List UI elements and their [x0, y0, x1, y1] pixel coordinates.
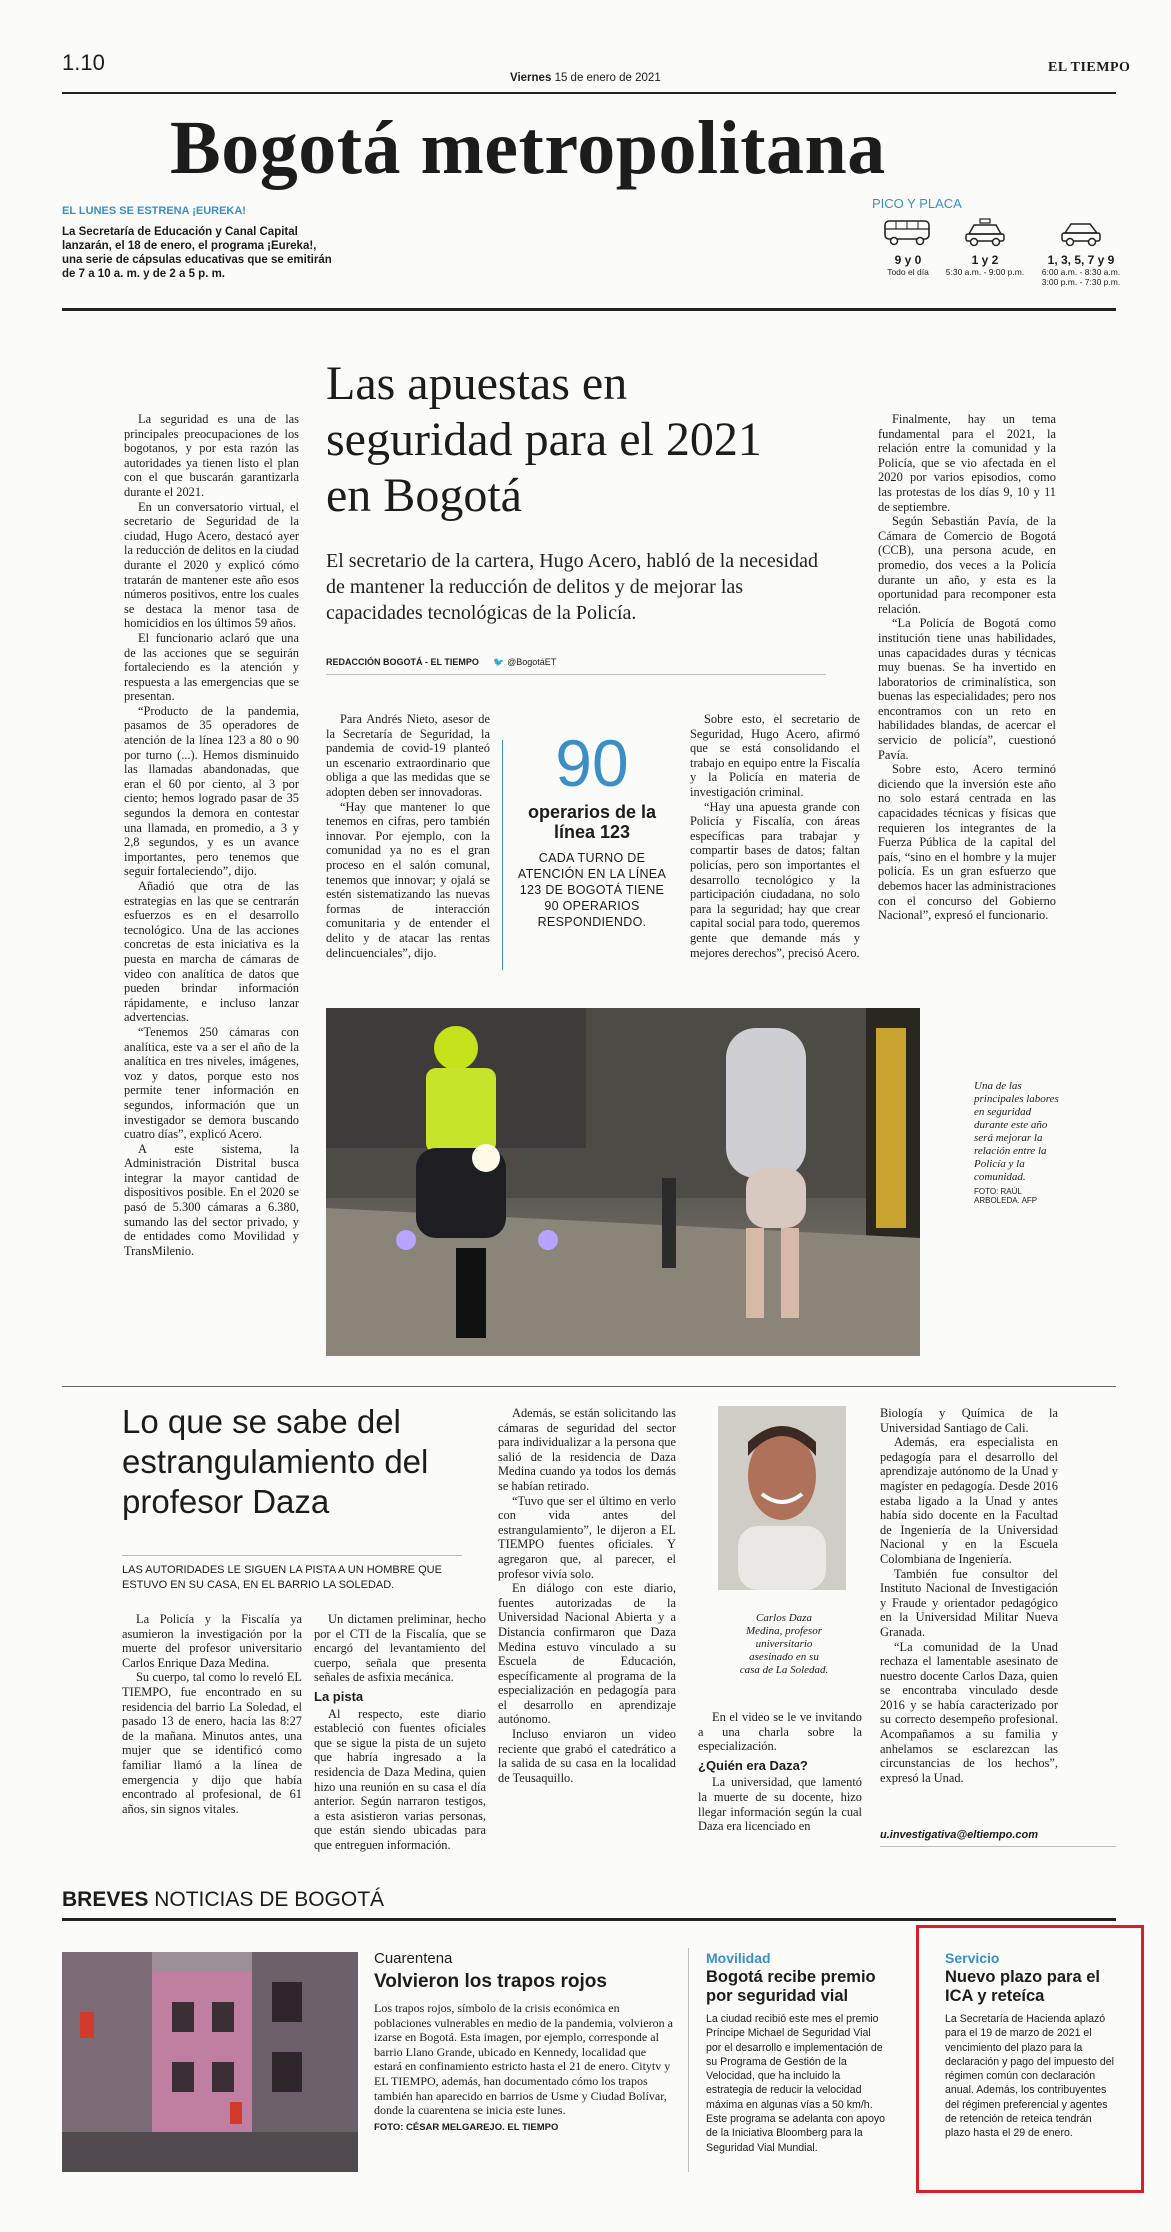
lead-headline: Las apuestas en seguridad para el 2021 en Bogotá	[326, 357, 762, 522]
second-col-3	[498, 1406, 676, 1785]
car-icon	[1059, 218, 1103, 248]
second-col-2	[314, 1612, 486, 1853]
deck-rule	[122, 1555, 462, 1556]
paragraph: La universidad, que lamentó la muerte de su docente, hizo llegar información según la cual Daza era licenciado en	[698, 1775, 862, 1834]
breves-bold: BREVES	[62, 1888, 149, 1911]
paragraph: “La comunidad de la Unad rechaza el lamentable asesinato de nuestro docente Carlos Daza, quien se encontraba vinculado desde 2016 y se había caracterizado por su correcto desempeño profesional. Acompañamos a su familia y anhelamos se esclarezcan las circunstancias de los hechos”, expresó la Unad.	[880, 1639, 1058, 1785]
breve-item-3	[945, 1950, 1115, 2141]
pico-placa-plates: 9 y 0	[894, 253, 922, 267]
stat-number: 90	[555, 726, 629, 800]
paragraph: La Policía y la Fiscalía ya asumieron la investigación por la muerte del profesor universitario Carlos Enrique Daza Medina.	[122, 1612, 302, 1670]
paragraph: “Tuvo que ser el último en verlo con vida antes del estrangulamiento”, le dijeron a EL TIEMPO fuentes oficiales. Y agregaron que, al parecer, el profesor vivía solo.	[498, 1493, 676, 1581]
paragraph: Incluso enviaron un video reciente que grabó el catedrático a la salida de su casa en la localidad de Teusaquillo.	[498, 1727, 676, 1785]
paragraph: A este sistema, la Administración Distrital busca integrar la mayor cantidad de dispositivos posible. En el 2020 se pasó de 5.300 cámaras a 6.380, sumando las del sector privado, y de entidades como Movilidad y TransMilenio.	[124, 1141, 299, 1258]
dateline-date: 15 de enero de 2021	[554, 72, 661, 84]
paragraph: En diálogo con este diario, fuentes autorizadas de la Universidad Nacional Abierta y a Distancia confirmaron que Daza Medina estuvo vinculado a su Escuela de Educación, específicamente al programa de la especialización en pedagogía para el desarrollo en aprendizaje autónomo.	[498, 1581, 676, 1727]
paragraph: Sobre esto, el secretario de Seguridad, Hugo Acero, afirmó que se está consolidando el trabajo en equipo entre la Fiscalía y la Policía en materia de investigación criminal.	[690, 712, 860, 799]
paragraph: Finalmente, hay un tema fundamental para el 2021, la relación entre la comunidad y la Policía, que se vio afectada en el 2020 por varios episodios, como las protestas de los días 9, 10 y 11 de septiembre.	[878, 412, 1056, 514]
paragraph: Sobre esto, Acero terminó diciendo que la inversión este año no solo estará centrada en las capacidades técnicas y físicas que requieren los integrantes de la Fuerza Pública de la capital del país, “sino en el hombre y la mujer policía. Es un gran esfuerzo que debemos hacer las administraciones con el concurso del Gobierno Nacional”, expresó el funcionario.	[878, 762, 1056, 923]
lead-deck: El secretario de la cartera, Hugo Acero, habló de la necesidad de mantener la reducción de delitos y de mejorar las capacidades tecnológicas de la Policía.	[326, 550, 818, 624]
dateline-day: Viernes	[510, 72, 552, 84]
second-col-5	[880, 1406, 1058, 1785]
second-deck: LAS AUTORIDADES LE SIGUEN LA PISTA A UN HOMBRE QUE ESTUVO EN SU CASA, EN EL BARRIO LA SOLEDAD.	[122, 1564, 442, 1591]
breve-text: Los trapos rojos, símbolo de la crisis económica en poblaciones vulnerables en medio de la pandemia, volvieron a izarse en Bogotá. Esta imagen, por ejemplo, corresponde al barrio Llano Grande, ubicado en Kennedy, localidad que estará en confinamiento estricto hasta el 21 de enero. Citytv y EL TIEMPO, además, han documentado cómo los trapos también han aparecido en barrios de Usme y Ciudad Bolívar, donde la cuarentena se inicia este lunes.	[374, 2001, 673, 2118]
taxi-icon	[963, 218, 1007, 248]
portrait-image	[718, 1406, 846, 1590]
breve-kicker: Servicio	[945, 1950, 1000, 1966]
paragraph: “Hay que mantener lo que tenemos en cifras, pero también innovar. Por ejemplo, con la comunidad ya no es el gran proceso en el salón comunal, tenemos que innovar; y ojalá se estén sistematizando las nuevas formas de interacción comunitaria y de entender el delito y de atacar las rentas delincuenciales”, dijo.	[326, 799, 490, 960]
section-title: Bogotá metropolitana	[170, 106, 886, 190]
dateline	[510, 72, 661, 84]
pico-placa-hours-2: 3:00 p.m. - 7:30 p.m.	[1041, 277, 1121, 287]
pico-placa-item-car	[1038, 218, 1124, 287]
breve-headline: Volvieron los trapos rojos	[374, 1971, 607, 1992]
byline-rule	[326, 674, 826, 675]
promo-text: La Secretaría de Educación y Canal Capital lanzarán, el 18 de enero, el programa ¡Eureka!, una serie de cápsulas educativas que se emitirán de 7 a 10 a. m. y de 2 a 5 p. m.	[62, 226, 332, 280]
breves-light: NOTICIAS DE BOGOTÁ	[154, 1888, 385, 1911]
byline-text: REDACCIÓN BOGOTÁ - EL TIEMPO	[326, 657, 479, 667]
breve-credit: FOTO: CÉSAR MELGAREJO. EL TIEMPO	[374, 2121, 559, 2133]
paragraph: Para Andrés Nieto, asesor de la Secretaría de Seguridad, la pandemia de covid-19 planteó un escenario extraordinario que obliga a que las medidas que se adopten deben ser innovadoras.	[326, 712, 490, 799]
pico-placa-item-taxi	[925, 218, 1045, 277]
promo-kicker: EL LUNES SE ESTRENA ¡EUREKA!	[62, 205, 246, 217]
paragraph: Añadió que otra de las estrategias en las que se centrarán esfuerzos es en el desarrollo tecnológico. Una de las acciones concretas de esta iniciativa es la puesta en marcha de cámaras de video con analítica de datos que pueden brindar información rápidamente, e incluso lanzar advertencias.	[124, 879, 299, 1025]
page-number: 1.10	[62, 50, 105, 75]
breves-label	[62, 1888, 384, 1912]
trapos-rojos-photo	[62, 1952, 358, 2172]
second-col-4	[698, 1710, 862, 1834]
paragraph: Biología y Química de la Universidad Santiago de Cali.	[880, 1406, 1058, 1435]
pico-placa-title: PICO Y PLACA	[872, 196, 962, 211]
houses-image	[62, 1952, 358, 2172]
paragraph: Un dictamen preliminar, hecho por el CTI de la Fiscalía, que se encargó del levantamiento del cuerpo, señala que presenta señales de asfixia mecánica.	[314, 1612, 486, 1685]
photo-credit: FOTO: RAÚL ARBOLEDA. AFP	[974, 1187, 1038, 1205]
stat-divider	[502, 740, 503, 970]
paragraph: También fue consultor del Instituto Nacional de Investigación y Fraude y orientador pedagógico en la Universidad Militar Nueva Granada.	[880, 1566, 1058, 1639]
breve-kicker: Movilidad	[706, 1950, 771, 1966]
paragraph: “Tenemos 250 cámaras con analítica, este va a ser el año de la analítica en tres niveles, imágenes, voz y datos, porque esto nos permite tener información en segundos, información que un investigador se demora buscando cuatro días”, explicó Acero.	[124, 1024, 299, 1142]
section-rule	[62, 308, 1116, 311]
paragraph: En un conversatorio virtual, el secretario de Seguridad de la ciudad, Hugo Acero, destacó ayer la reducción de delitos en la ciudad durante el 2020 y explicó cómo tratarán de mantener este año esos números positivos, entre los cuales se destaca la menor tasa de homicidios en los últimos 59 años.	[124, 499, 299, 631]
twitter-handle: @BogotáET	[507, 657, 557, 667]
breves-rule	[62, 1918, 1116, 1921]
lead-col-3	[690, 712, 860, 960]
breve-headline: Nuevo plazo para el ICA y reteíca	[945, 1968, 1100, 2005]
stat-label: operarios de la línea 123	[527, 802, 657, 842]
email-link[interactable]: u.investigativa@eltiempo.com	[880, 1829, 1039, 1841]
paragraph: Además, se están solicitando las cámaras de seguridad del sector para individualizar a la persona que salió de la residencia de Daza Medina cuando ya todos los demás se habían retirado.	[498, 1406, 676, 1493]
paragraph: Según Sebastián Pavía, de la Cámara de Comercio de Bogotá (CCB), una persona acude, en promedio, dos veces a la Policía durante un año, y esta es la oportunidad para recomponer esta relación.	[878, 514, 1056, 616]
breve-kicker: Cuarentena	[374, 1950, 453, 1967]
stat-text: CADA TURNO DE ATENCIÓN EN LA LÍNEA 123 DE BOGOTÁ TIENE 90 OPERARIOS RESPONDIENDO.	[517, 851, 667, 929]
stat-box	[512, 726, 672, 930]
paragraph: “La Policía de Bogotá como institución tiene unas habilidades, unas capacidades duras y técnicas muy buenas. Se ha invertido en laboratorios de criminalística, son buenas las especialidades; pero nos encontramos con un reto en habilidades blandas, de acercar el servicio de policía”, cuestionó Pavía.	[878, 616, 1056, 762]
pico-placa-hours: 5:30 a.m. - 9:00 p.m.	[945, 267, 1025, 277]
pico-placa-plates: 1 y 2	[971, 253, 999, 267]
paragraph: Su cuerpo, tal como lo reveló EL TIEMPO, fue encontrado en su residencia del barrio La Soledad, el pasado 13 de enero, hacia las 8:27 de la mañana. Minutos antes, una mujer que se identificó como familiar llamó a la línea de emergencia y dijo que había encontrado al profesional, de 61 años, sin signos vitales.	[122, 1670, 302, 1816]
lead-photo	[326, 1008, 920, 1356]
paragraph: Además, era especialista en pedagogía para el desarrollo del aprendizaje autónomo de la Unad y magíster en pedagogía. Desde 2016 estaba ligado a la Unad y antes había sido docente en la Facultad de Ingeniería de la Universidad Nacional y en la Escuela Colombiana de Ingeniería.	[880, 1435, 1058, 1566]
paragraph: Al respecto, este diario estableció con fuentes oficiales que se sigue la pista de un sujeto que habría ingresado a la residencia de Daza Medina, quien hizo una reunión en su casa el día anterior. Según narraron testigos, a esta asistieron varias personas, que están siendo ubicadas para que entreguen información.	[314, 1706, 486, 1852]
email-rule	[880, 1846, 1116, 1847]
second-col-1	[122, 1612, 302, 1816]
brand-logo: EL TIEMPO	[1048, 60, 1131, 75]
twitter-icon: 🐦	[493, 657, 505, 667]
pico-placa-plates: 1, 3, 5, 7 y 9	[1047, 253, 1115, 267]
paragraph: En el video se le ve invitando a una charla sobre la especialización.	[698, 1710, 862, 1754]
breve-item-1	[374, 1950, 674, 2133]
paragraph: La seguridad es una de las principales preocupaciones de los bogotanos, y por esta razón las autoridades ya tienen listo el plan con el que buscarán garantizarla durante el 2021.	[124, 412, 299, 499]
breve-divider	[688, 1948, 689, 2172]
pico-placa-hours: 6:00 a.m. - 8:30 a.m.	[1041, 267, 1121, 277]
header-rule	[62, 92, 1116, 94]
subhead-quien: ¿Quién era Daza?	[698, 1757, 808, 1773]
caption-text: Una de las principales labores en seguridad durante este año será mejorar la relación entre la Policía y la comunidad.	[974, 1080, 1059, 1183]
breve-item-2	[706, 1950, 886, 2155]
breve-text: La Secretaría de Hacienda aplazó para el 19 de marzo de 2021 el vencimiento del plazo para la declaración y pago del impuesto del régimen común con declaración anual. Además, los contribuyentes del régimen preferencial y agentes de retención de reteica tendrán plazo hasta el 29 de enero.	[945, 2013, 1115, 2140]
lead-col-4	[878, 412, 1056, 923]
lead-byline	[326, 657, 556, 668]
lead-photo-caption	[974, 1080, 1060, 1205]
lead-col-2	[326, 712, 490, 960]
portrait-caption: Carlos Daza Medina, profesor universitario asesinado en su casa de La Soledad.	[739, 1612, 829, 1676]
pico-placa-hours: Todo el día	[887, 267, 929, 277]
police-motorcycle-image	[326, 1008, 920, 1356]
story-divider	[62, 1386, 1116, 1387]
breve-headline: Bogotá recibe premio por seguridad vial	[706, 1968, 876, 2005]
paragraph: El funcionario aclaró que una de las acciones que se seguirán fortaleciendo es la atención y respuesta a las emergencias que se presentan.	[124, 630, 299, 704]
paragraph: “Hay una apuesta grande con Policía y Fiscalía, con áreas específicas para trabajar y compartir bases de datos; faltan policías, pero son importantes el desarrollo tecnológico y la participación ciudadana, no solo para la seguridad; hay que crear capital social para todo, queremos gente que demande más y mejores derechos”, precisó Acero.	[690, 799, 860, 960]
lead-col-1	[124, 412, 299, 1258]
second-headline: Lo que se sabe del estrangulamiento del profesor Daza	[122, 1403, 429, 1520]
daza-portrait	[718, 1406, 846, 1590]
breve-text: La ciudad recibió este mes el premio Príncipe Michael de Seguridad Vial por el desarrollo e implementación de su Programa de Gestión de la Velocidad, que ha incluido la estrategia de reducir la velocidad máxima en algunas vías a 50 km/h. Este programa se adelanta con apoyo de la Iniciativa Bloomberg para la Seguridad Vial Mundial.	[706, 2013, 886, 2154]
paragraph: “Producto de la pandemia, pasamos de 35 operadores de atención de la línea 123 a 80 o 90 por turno (...). Hemos disminuido las llamadas abandonadas, que eran el 60 por ciento, al 3 por ciento; hemos logrado pasar de 35 segundos la demora en contestar una llamada, en promedio, a 3 y 2,8 segundos, y es un avance importantes, pero tenemos que seguir fortaleciendo”, dijo.	[124, 703, 299, 879]
subhead-pista: La pista	[314, 1688, 364, 1704]
